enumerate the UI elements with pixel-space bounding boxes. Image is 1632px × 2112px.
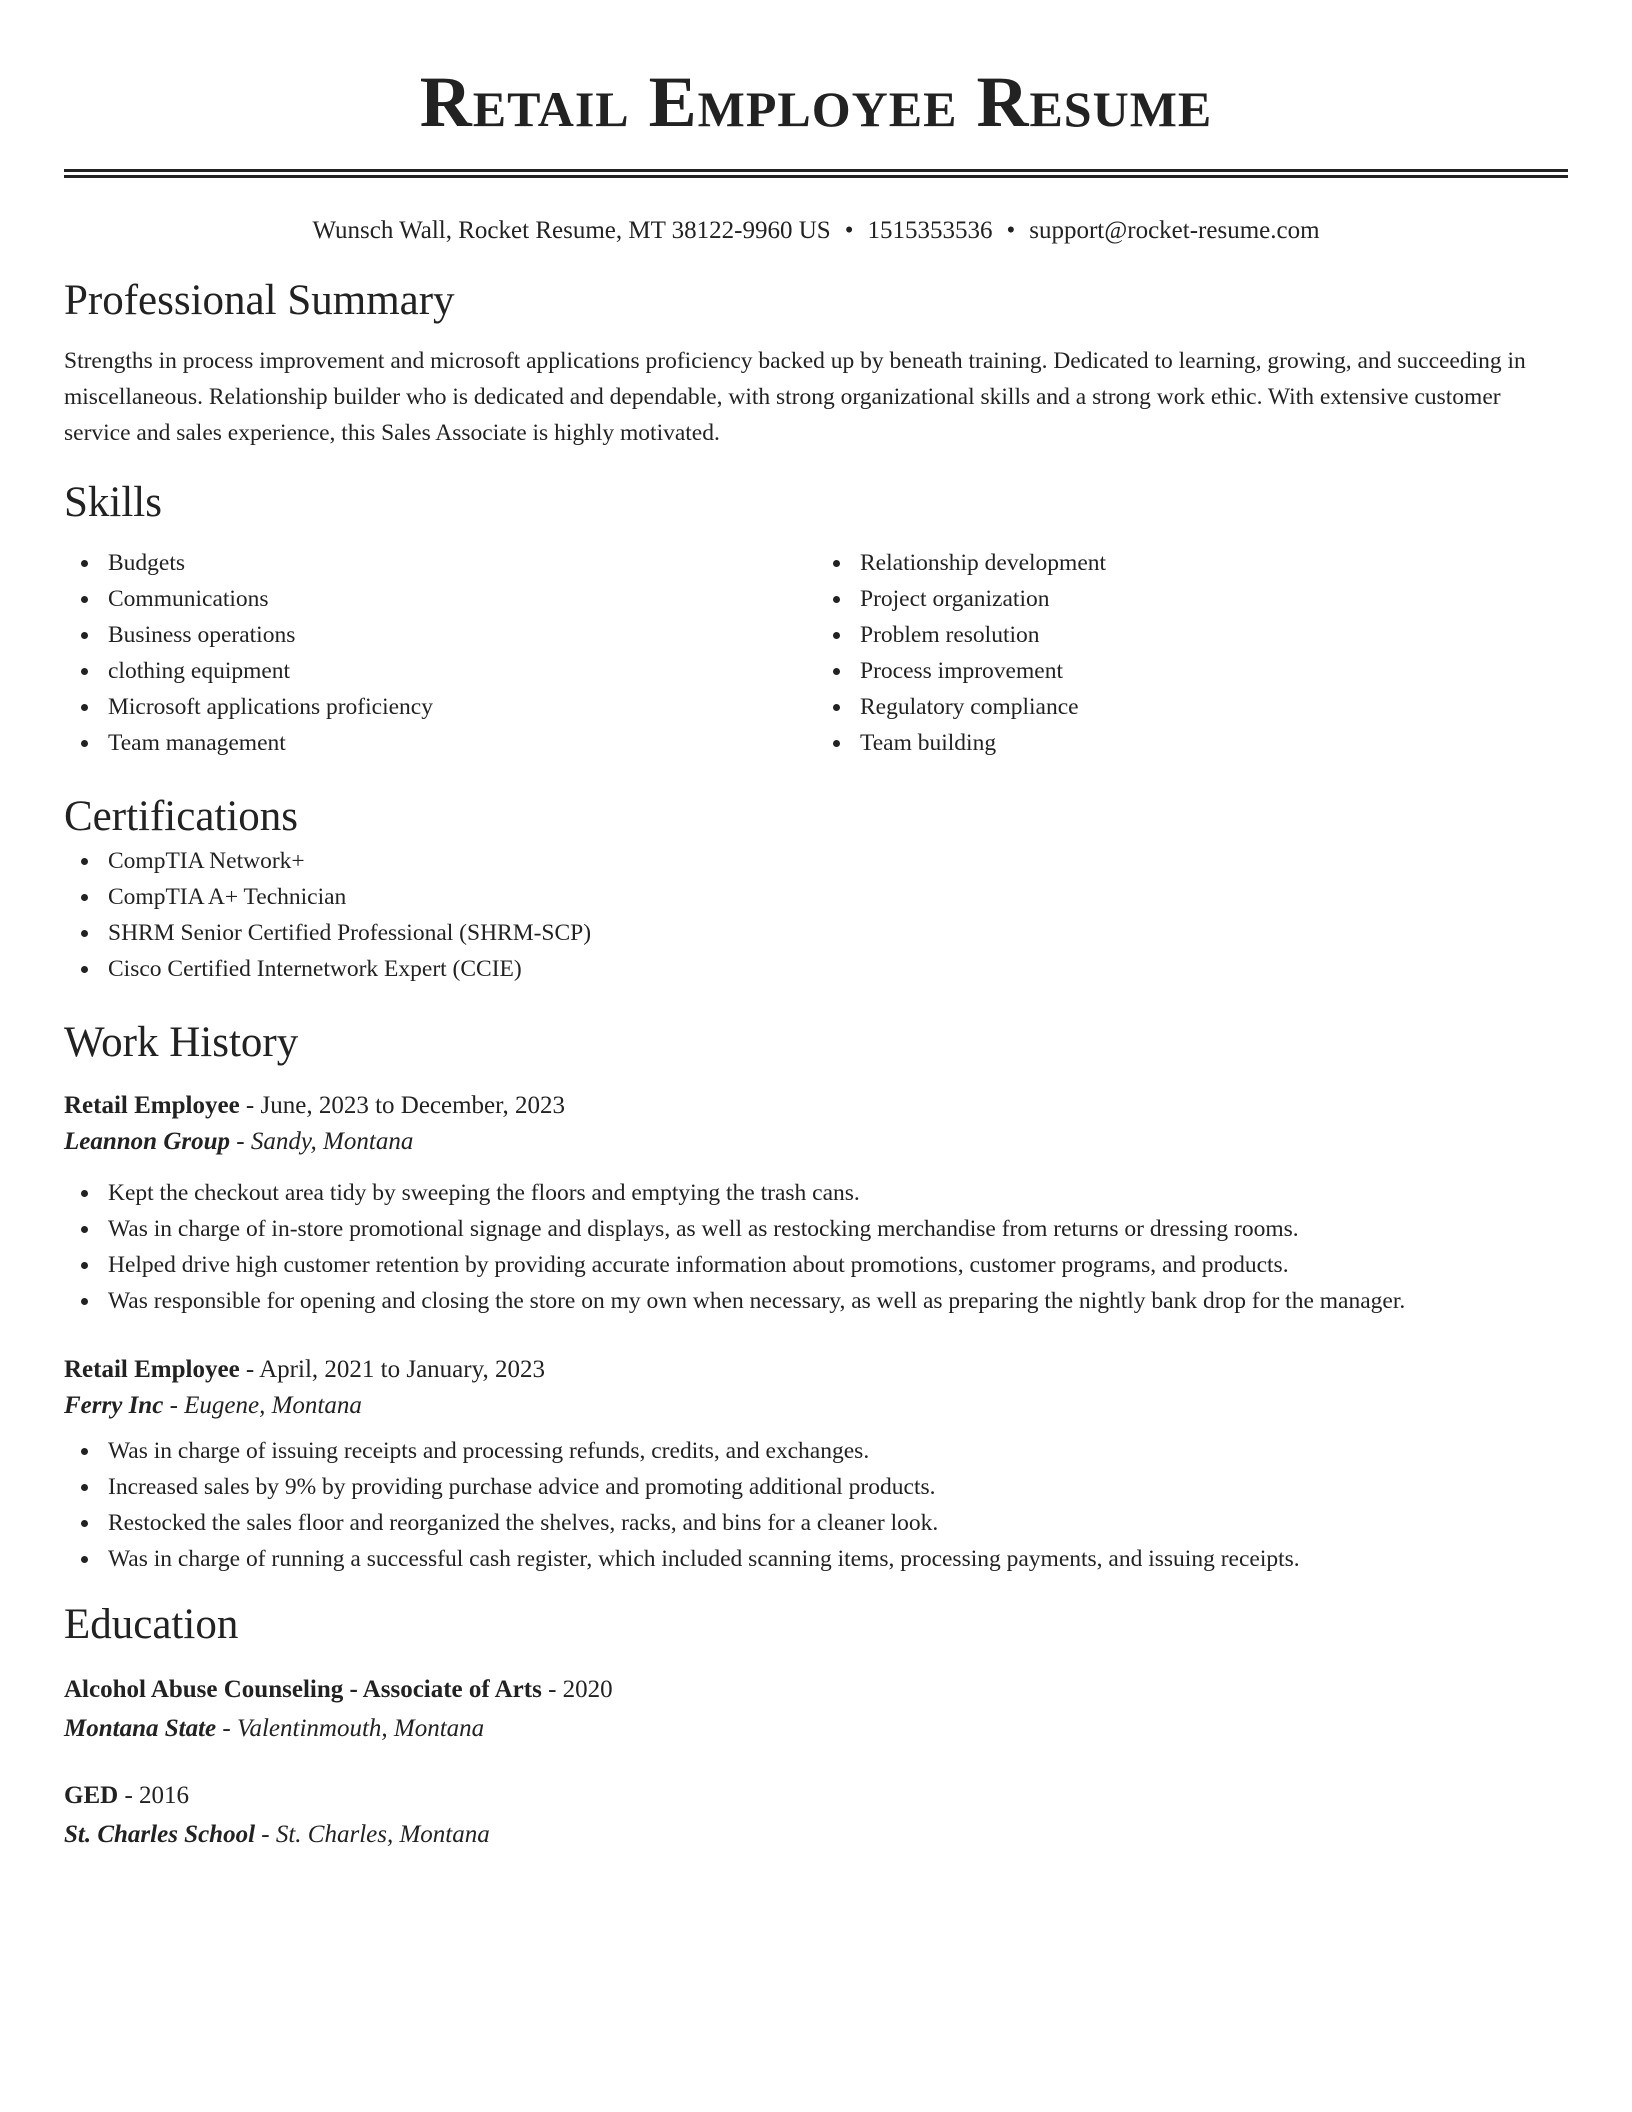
certification-item: CompTIA Network+ bbox=[64, 843, 1568, 879]
job-duty: Helped drive high customer retention by providing accurate information about promotions, customer programs, and products. bbox=[64, 1247, 1568, 1283]
job-duty: Was in charge of issuing receipts and processing refunds, credits, and exchanges. bbox=[64, 1433, 1568, 1469]
education-year: - 2020 bbox=[541, 1676, 613, 1703]
title-divider bbox=[64, 169, 1568, 178]
education-degree: Alcohol Abuse Counseling - Associate of Arts bbox=[64, 1676, 542, 1703]
skill-item: Budgets bbox=[64, 545, 816, 581]
job-duty: Was in charge of running a successful cash register, which included scanning items, processing payments, and issuing receipts. bbox=[64, 1541, 1568, 1577]
education-degree-line bbox=[64, 1671, 1568, 1709]
job-dates: - June, 2023 to December, 2023 bbox=[239, 1092, 565, 1119]
education-degree-line bbox=[64, 1777, 1568, 1815]
skills-heading: Skills bbox=[64, 479, 162, 526]
certification-item: Cisco Certified Internetwork Expert (CCIE) bbox=[64, 951, 1568, 987]
education-school-line bbox=[64, 1709, 1568, 1749]
skills-right-list bbox=[816, 545, 1568, 761]
education-school-line bbox=[64, 1815, 1568, 1855]
job-entry bbox=[64, 1353, 1568, 1577]
job-duty: Increased sales by 9% by providing purchase advice and promoting additional products. bbox=[64, 1469, 1568, 1505]
job-duty: Restocked the sales floor and reorganized the shelves, racks, and bins for a cleaner look. bbox=[64, 1505, 1568, 1541]
job-title-line bbox=[64, 1089, 1568, 1123]
education-entry bbox=[64, 1777, 1568, 1855]
job-company: Ferry Inc bbox=[64, 1392, 164, 1419]
job-duty: Kept the checkout area tidy by sweeping the floors and emptying the trash cans. bbox=[64, 1175, 1568, 1211]
certification-item: CompTIA A+ Technician bbox=[64, 879, 1568, 915]
job-company-line bbox=[64, 1387, 1568, 1425]
skill-item: Team management bbox=[64, 725, 816, 761]
job-entry bbox=[64, 1089, 1568, 1319]
contact-separator: • bbox=[844, 217, 854, 244]
skill-item: Relationship development bbox=[816, 545, 1568, 581]
skill-item: Problem resolution bbox=[816, 617, 1568, 653]
certification-item: SHRM Senior Certified Professional (SHRM-SCP) bbox=[64, 915, 1568, 951]
certifications-heading: Certifications bbox=[64, 793, 299, 840]
job-duty: Was in charge of in-store promotional signage and displays, as well as restocking merchandise from returns or dressing rooms. bbox=[64, 1211, 1568, 1247]
skill-item: Team building bbox=[816, 725, 1568, 761]
skill-item: Regulatory compliance bbox=[816, 689, 1568, 725]
job-company-line bbox=[64, 1123, 1568, 1161]
skills-columns bbox=[64, 545, 1568, 761]
contact-phone: 1515353536 bbox=[867, 217, 993, 244]
education-heading: Education bbox=[64, 1601, 239, 1648]
contact-email: support@rocket-resume.com bbox=[1029, 217, 1320, 244]
contact-line bbox=[64, 215, 1568, 247]
skills-left-list bbox=[64, 545, 816, 761]
job-location: - Eugene, Montana bbox=[163, 1392, 362, 1419]
contact-address: Wunsch Wall, Rocket Resume, MT 38122-9960 US bbox=[312, 217, 831, 244]
education-location: - St. Charles, Montana bbox=[255, 1821, 490, 1848]
education-year: - 2016 bbox=[118, 1782, 190, 1809]
job-dates: - April, 2021 to January, 2023 bbox=[239, 1356, 545, 1383]
job-duties-list bbox=[64, 1433, 1568, 1577]
job-duty: Was responsible for opening and closing the store on my own when necessary, as well as preparing the nightly bank drop for the manager. bbox=[64, 1283, 1568, 1319]
education-location: - Valentinmouth, Montana bbox=[216, 1715, 485, 1742]
resume-title: Retail Employee Resume bbox=[419, 62, 1213, 142]
job-location: - Sandy, Montana bbox=[230, 1128, 414, 1155]
job-company: Leannon Group bbox=[64, 1128, 231, 1155]
education-school: St. Charles School bbox=[64, 1821, 256, 1848]
skill-item: clothing equipment bbox=[64, 653, 816, 689]
skill-item: Communications bbox=[64, 581, 816, 617]
summary-text: Strengths in process improvement and microsoft applications proficiency backed up by beneath training. Dedicated to learning, growing, and succeeding in miscellaneous. Relationship builder who is dedicated and dependable, with strong organizational skills and a strong work ethic. With extensive customer service and sales experience, this Sales Associate is highly motivated. bbox=[64, 348, 1526, 446]
skill-item: Microsoft applications proficiency bbox=[64, 689, 816, 725]
job-title: Retail Employee bbox=[64, 1356, 240, 1383]
skill-item: Project organization bbox=[816, 581, 1568, 617]
job-title-line bbox=[64, 1353, 1568, 1387]
job-title: Retail Employee bbox=[64, 1092, 240, 1119]
education-school: Montana State bbox=[64, 1715, 217, 1742]
education-entry bbox=[64, 1671, 1568, 1749]
contact-separator: • bbox=[1006, 217, 1016, 244]
skill-item: Process improvement bbox=[816, 653, 1568, 689]
skill-item: Business operations bbox=[64, 617, 816, 653]
work-history-heading: Work History bbox=[64, 1019, 299, 1066]
summary-heading: Professional Summary bbox=[64, 277, 455, 324]
job-duties-list bbox=[64, 1175, 1568, 1319]
certifications-list bbox=[64, 843, 1568, 987]
education-degree: GED bbox=[64, 1782, 119, 1809]
